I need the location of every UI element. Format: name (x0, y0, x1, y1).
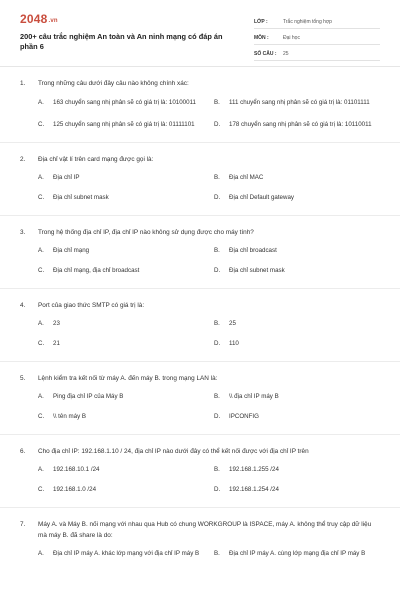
option-letter: B. (214, 320, 220, 327)
question-text (20, 447, 380, 457)
option-text: Địa chỉ mạng, địa chỉ broadcast (53, 267, 140, 274)
question-number: 3. (20, 229, 26, 236)
question-list (0, 79, 400, 558)
option-letter: C. (38, 267, 45, 274)
option-text: 110 (229, 340, 239, 347)
question-body: Địa chỉ vật lí trên card mạng được gọi là: (38, 156, 154, 163)
question-5 (0, 374, 400, 421)
option-letter: A. (38, 466, 44, 473)
option-letter: A. (38, 550, 44, 557)
question-number: 6. (20, 448, 26, 455)
option-d[interactable] (214, 193, 384, 202)
option-c[interactable] (38, 339, 214, 348)
option-text: Địa chỉ IP máy A. khác lớp mạng với địa chỉ IP máy B (53, 550, 200, 557)
option-b[interactable] (214, 173, 384, 182)
option-text: 21 (53, 340, 60, 347)
option-text: 163 chuyển sang nhị phân sẽ có giá trị là: 10100011 (53, 99, 196, 106)
option-letter: C. (38, 340, 45, 347)
meta-info (254, 14, 380, 62)
option-letter: B. (214, 393, 220, 400)
option-letter: B. (214, 550, 220, 557)
option-text: 192.168.1.254 /24 (229, 486, 279, 493)
option-c[interactable] (38, 266, 214, 275)
option-b[interactable] (214, 319, 384, 328)
option-letter: A. (38, 174, 44, 181)
options-grid (20, 549, 380, 558)
option-text: IPCONFIG (229, 413, 259, 420)
option-text: 192.168.1.255 /24 (229, 466, 279, 473)
question-text (20, 374, 380, 384)
option-text: Địa chỉ mạng (53, 247, 90, 254)
question-body: Lệnh kiểm tra kết nối từ máy A. đến máy B. trong mạng LAN là: (38, 375, 218, 382)
question-text (20, 301, 380, 311)
option-c[interactable] (38, 193, 214, 202)
question-divider (0, 507, 400, 508)
option-letter: A. (38, 320, 44, 327)
option-letter: D. (214, 267, 221, 274)
option-c[interactable] (38, 120, 214, 130)
option-d[interactable] (214, 339, 384, 348)
meta-row-count (254, 46, 380, 61)
question-divider (0, 142, 400, 143)
option-b[interactable] (214, 98, 384, 108)
option-d[interactable] (214, 266, 384, 275)
option-text: Địa chỉ subnet mask (53, 194, 109, 201)
option-text: \\ tên máy B (53, 413, 87, 420)
question-divider (0, 288, 400, 289)
option-text: Địa chỉ Default gateway (229, 194, 295, 201)
option-text: 192.168.1.0 /24 (53, 486, 97, 493)
option-d[interactable] (214, 485, 384, 494)
option-letter: D. (214, 486, 221, 493)
question-text (20, 155, 380, 165)
option-text: 23 (53, 320, 60, 327)
page-header (0, 0, 400, 66)
option-text: Địa chỉ IP (53, 174, 80, 181)
question-number: 1. (20, 80, 26, 87)
option-letter: C. (38, 120, 45, 128)
options-grid (20, 392, 380, 421)
meta-row-subject (254, 30, 380, 45)
option-letter: C. (38, 486, 45, 493)
options-grid (20, 98, 380, 129)
site-logo[interactable] (20, 12, 58, 26)
question-number: 7. (20, 521, 26, 528)
question-divider (0, 434, 400, 435)
option-text: 192.168.10.1 /24 (53, 466, 100, 473)
options-grid (20, 173, 380, 202)
option-letter: A. (38, 247, 44, 254)
option-letter: D. (214, 413, 221, 420)
question-7 (0, 520, 400, 558)
question-body: Máy A. và Máy B. nối mạng với nhau qua Hub có chung WORKGROUP là ISPACE, máy A. không thể truy cập dữ liệu mà máy B. đã share là do: (38, 521, 372, 539)
question-body: Trong hệ thống địa chỉ IP, địa chỉ IP nào không sử dụng được cho máy tính? (38, 229, 254, 236)
question-text (20, 79, 380, 89)
question-number: 5. (20, 375, 26, 382)
question-6 (0, 447, 400, 494)
option-a[interactable] (38, 392, 214, 401)
option-text: 111 chuyển sang nhị phân sẽ có giá trị là: 01101111 (229, 99, 370, 106)
option-a[interactable] (38, 549, 214, 558)
option-b[interactable] (214, 246, 384, 255)
header-divider (0, 66, 400, 67)
option-text: Địa chỉ broadcast (229, 247, 277, 254)
option-letter: B. (214, 174, 220, 181)
option-text: Ping địa chỉ IP của Máy B (53, 393, 124, 400)
option-letter: D. (214, 194, 221, 201)
meta-label: SỐ CÂU : (254, 51, 277, 57)
option-a[interactable] (38, 246, 214, 255)
option-text: \\ địa chỉ IP máy B (229, 393, 279, 400)
options-grid (20, 319, 380, 348)
option-letter: A. (38, 99, 44, 106)
logo-text: 2048 (20, 12, 48, 26)
question-body: Port của giao thức SMTP có giá trị là: (38, 302, 145, 309)
option-b[interactable] (214, 549, 384, 558)
option-letter: D. (214, 120, 221, 128)
question-2 (0, 155, 400, 202)
meta-value: 25 (283, 51, 289, 57)
question-divider (0, 361, 400, 362)
question-1 (0, 79, 400, 129)
option-letter: C. (38, 413, 45, 420)
question-body: Cho địa chỉ IP: 192.168.1.10 / 24, địa chỉ IP nào dưới đây có thể kết nối được với địa chỉ IP trên (38, 448, 309, 455)
option-letter: A. (38, 393, 44, 400)
question-text (20, 520, 380, 541)
option-d[interactable] (214, 412, 384, 421)
question-number: 4. (20, 302, 26, 309)
option-text: Địa chỉ subnet mask (229, 267, 285, 274)
option-b[interactable] (214, 465, 384, 474)
meta-row-class (254, 14, 380, 29)
meta-value: Đại học (283, 35, 300, 41)
question-4 (0, 301, 400, 348)
option-text: Địa chỉ MAC (229, 174, 264, 181)
option-c[interactable] (38, 485, 214, 494)
question-text (20, 228, 380, 238)
option-letter: B. (214, 247, 220, 254)
question-number: 2. (20, 156, 26, 163)
meta-value: Trắc nghiệm tổng hợp (283, 19, 332, 25)
option-d[interactable] (214, 120, 384, 130)
option-letter: B. (214, 466, 220, 473)
option-text: 125 chuyển sang nhị phân sẽ có giá trị là: 01111101 (53, 120, 195, 128)
option-a[interactable] (38, 319, 214, 328)
meta-label: MÔN : (254, 35, 269, 41)
question-body: Trong những câu dưới đây câu nào không chính xác: (38, 80, 189, 87)
options-grid (20, 465, 380, 494)
option-c[interactable] (38, 412, 214, 421)
question-divider (0, 215, 400, 216)
option-letter: B. (214, 99, 220, 106)
option-b[interactable] (214, 392, 384, 401)
logo-tld: .vn (48, 18, 58, 24)
option-a[interactable] (38, 98, 214, 108)
page-title: 200+ câu trắc nghiệm An toàn và An ninh mạng có đáp án phần 6 (20, 32, 223, 51)
question-3 (0, 228, 400, 275)
option-a[interactable] (38, 465, 214, 474)
option-text: Địa chỉ IP máy A. cùng lớp mạng địa chỉ IP máy B (229, 550, 366, 557)
option-text: 178 chuyển sang nhị phân sẽ có giá trị là: 10110011 (229, 120, 372, 128)
option-text: 25 (229, 320, 236, 327)
option-letter: D. (214, 340, 221, 347)
meta-label: LỚP : (254, 19, 268, 25)
option-letter: C. (38, 194, 45, 201)
option-a[interactable] (38, 173, 214, 182)
options-grid (20, 246, 380, 275)
